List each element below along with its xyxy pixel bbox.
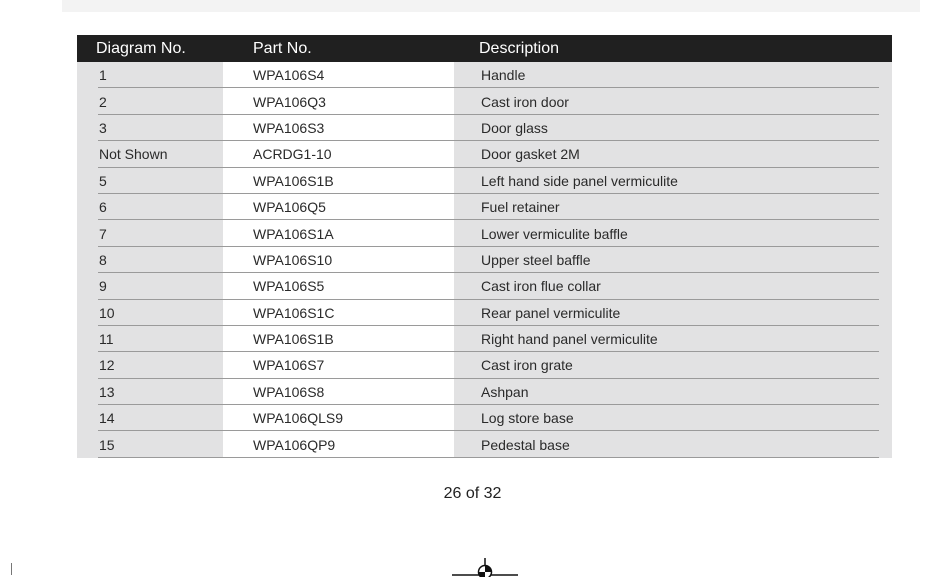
cell-diagram-no: 14 [77,405,223,431]
cell-diagram-no: 9 [77,273,223,299]
crosshair-registration-icon [452,558,518,577]
cell-part-no: WPA106S1B [223,326,454,352]
cell-part-no: WPA106S1C [223,300,454,326]
cell-description: Cast iron flue collar [454,273,892,299]
header-diagram-no: Diagram No. [96,39,186,57]
table-row [77,88,892,114]
parts-table [77,35,892,458]
table-row [77,62,892,88]
table-body [77,62,892,458]
table-row [77,220,892,246]
cell-description: Door gasket 2M [454,141,892,167]
cell-diagram-no: 5 [77,168,223,194]
cell-diagram-no: 15 [77,431,223,457]
cell-diagram-no: 6 [77,194,223,220]
cell-description: Left hand side panel vermiculite [454,168,892,194]
table-row [77,141,892,167]
cell-description: Cast iron door [454,88,892,114]
cell-part-no: WPA106QLS9 [223,405,454,431]
table-row [77,405,892,431]
cell-part-no: WPA106S3 [223,115,454,141]
cell-diagram-no: 10 [77,300,223,326]
cell-part-no: WPA106Q5 [223,194,454,220]
table-row [77,352,892,378]
table-row [77,379,892,405]
cell-part-no: WPA106S1A [223,220,454,246]
table-row [77,247,892,273]
cell-description: Cast iron grate [454,352,892,378]
cell-description: Fuel retainer [454,194,892,220]
cell-diagram-no: 8 [77,247,223,273]
table-row [77,115,892,141]
page-number: 26 of 32 [443,485,502,502]
cell-part-no: WPA106S7 [223,352,454,378]
header-part-no: Part No. [253,39,312,57]
cell-description: Upper steel baffle [454,247,892,273]
cell-description: Handle [454,62,892,88]
cell-diagram-no: Not Shown [77,141,223,167]
cell-description: Door glass [454,115,892,141]
cell-description: Rear panel vermiculite [454,300,892,326]
table-row [77,194,892,220]
page-top-band [62,0,920,12]
cell-diagram-no: 2 [77,88,223,114]
cell-diagram-no: 7 [77,220,223,246]
cell-part-no: WPA106S1B [223,168,454,194]
header-description: Description [479,39,560,57]
table-header [77,35,892,62]
table-row [77,300,892,326]
cell-description: Log store base [454,405,892,431]
cell-description: Lower vermiculite baffle [454,220,892,246]
table-row [77,273,892,299]
table-row [77,168,892,194]
table-row [77,326,892,352]
cell-part-no: ACRDG1-10 [223,141,454,167]
cell-diagram-no: 3 [77,115,223,141]
cell-part-no: WPA106S10 [223,247,454,273]
cell-description: Right hand panel vermiculite [454,326,892,352]
cell-diagram-no: 12 [77,352,223,378]
cell-part-no: WPA106Q3 [223,88,454,114]
cell-description: Pedestal base [454,431,892,457]
cell-diagram-no: 1 [77,62,223,88]
cell-diagram-no: 11 [77,326,223,352]
cell-description: Ashpan [454,379,892,405]
cell-diagram-no: 13 [77,379,223,405]
cell-part-no: WPA106S8 [223,379,454,405]
table-row [77,431,892,457]
cell-part-no: WPA106S4 [223,62,454,88]
cell-part-no: WPA106S5 [223,273,454,299]
crop-edge-mark [11,563,12,575]
cell-part-no: WPA106QP9 [223,431,454,457]
